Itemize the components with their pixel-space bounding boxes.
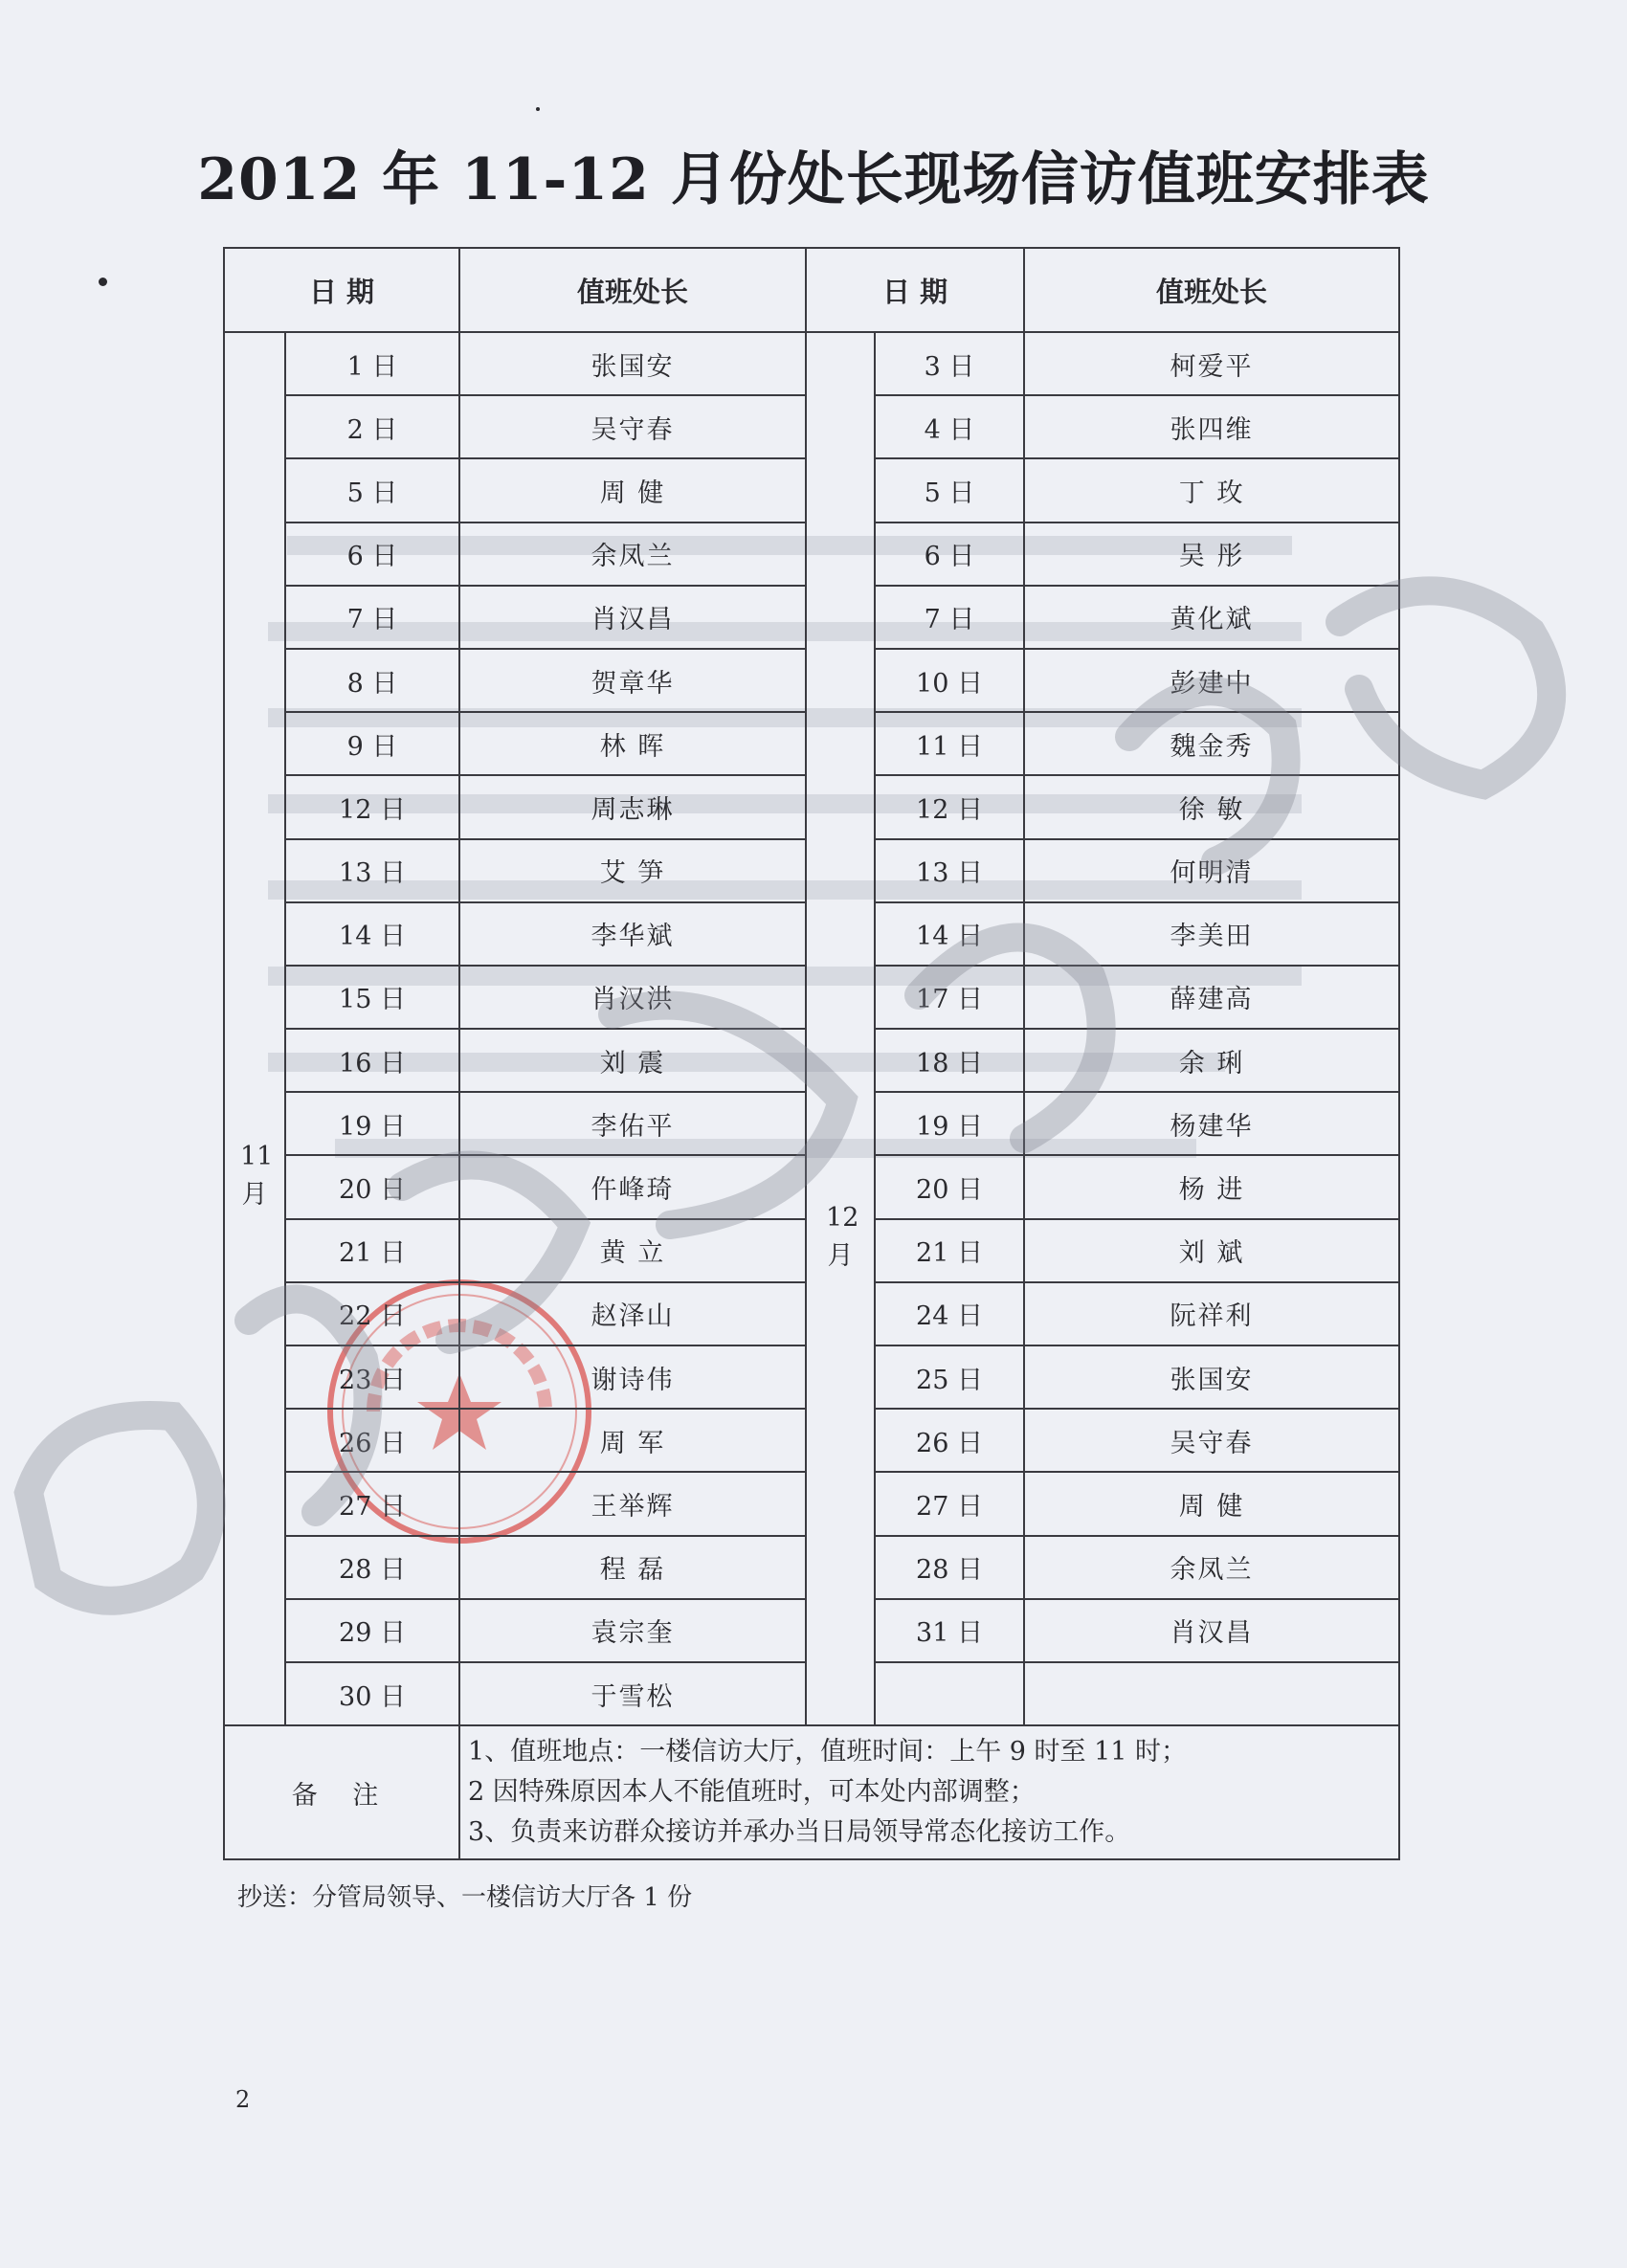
month-label-right: 12月: [826, 1203, 859, 1272]
month-cell-right: [806, 332, 875, 1725]
header-date-2: 日 期: [806, 248, 1024, 332]
director-cell: 吴守春: [459, 395, 806, 458]
date-cell: 21 日: [285, 1219, 459, 1282]
date-cell-2: 5 日: [875, 458, 1024, 522]
director-cell-2: 张国安: [1024, 1345, 1399, 1409]
date-cell: 2 日: [285, 395, 459, 458]
remarks-label: 备 注: [224, 1725, 459, 1859]
page-number: 2: [235, 2086, 251, 2113]
month-cell-left: [224, 332, 285, 1725]
date-cell: 26 日: [285, 1409, 459, 1472]
director-cell: 程 磊: [459, 1536, 806, 1599]
director-cell: 赵泽山: [459, 1282, 806, 1345]
date-cell: 7 日: [285, 586, 459, 649]
date-cell: 9 日: [285, 712, 459, 775]
director-cell: 艾 笋: [459, 839, 806, 902]
director-cell-2: 吴守春: [1024, 1409, 1399, 1472]
remark-item: 3、负责来访群众接访并承办当日局领导常态化接访工作。: [468, 1817, 1131, 1848]
director-cell-2: 彭建中: [1024, 649, 1399, 712]
date-cell-2: 17 日: [875, 966, 1024, 1029]
date-cell-2: 21 日: [875, 1219, 1024, 1282]
director-cell-2: 肖汉昌: [1024, 1599, 1399, 1662]
date-cell: 30 日: [285, 1662, 459, 1725]
date-cell-2: 27 日: [875, 1472, 1024, 1535]
cc-line: 抄送：分管局领导、一楼信访大厅各 1 份: [237, 1883, 693, 1912]
date-cell: 1 日: [285, 332, 459, 395]
director-cell: 周 健: [459, 458, 806, 522]
director-cell: 肖汉洪: [459, 966, 806, 1029]
date-cell: 14 日: [285, 902, 459, 966]
director-cell: 仵峰琦: [459, 1155, 806, 1218]
remarks-list: [459, 1725, 1399, 1859]
director-cell-2: 张四维: [1024, 395, 1399, 458]
director-cell-2: 柯爱平: [1024, 332, 1399, 395]
director-cell: 余凤兰: [459, 523, 806, 586]
director-cell-2: 李美田: [1024, 902, 1399, 966]
date-cell-2: 13 日: [875, 839, 1024, 902]
date-cell-2: 19 日: [875, 1092, 1024, 1155]
date-cell-2: 10 日: [875, 649, 1024, 712]
date-cell-2: 26 日: [875, 1409, 1024, 1472]
director-cell-2: 何明清: [1024, 839, 1399, 902]
header-date: 日 期: [224, 248, 459, 332]
director-cell-2: 徐 敏: [1024, 775, 1399, 838]
date-cell: 27 日: [285, 1472, 459, 1535]
header-director-2: 值班处长: [1024, 248, 1399, 332]
director-cell-2: 杨建华: [1024, 1092, 1399, 1155]
date-cell: 16 日: [285, 1029, 459, 1092]
director-cell: 李佑平: [459, 1092, 806, 1155]
duty-schedule-table: [223, 247, 1400, 1860]
director-cell: 肖汉昌: [459, 586, 806, 649]
director-cell: 林 晖: [459, 712, 806, 775]
director-cell: 于雪松: [459, 1662, 806, 1725]
director-cell-2: 薛建高: [1024, 966, 1399, 1029]
date-cell: 23 日: [285, 1345, 459, 1409]
date-cell-2: 3 日: [875, 332, 1024, 395]
director-cell: 张国安: [459, 332, 806, 395]
date-cell-2: 7 日: [875, 586, 1024, 649]
date-cell: 6 日: [285, 523, 459, 586]
director-cell: 袁宗奎: [459, 1599, 806, 1662]
date-cell: 22 日: [285, 1282, 459, 1345]
date-cell-2: 11 日: [875, 712, 1024, 775]
schedule-body: [224, 332, 1399, 1725]
director-cell: 谢诗伟: [459, 1345, 806, 1409]
date-cell-2: 12 日: [875, 775, 1024, 838]
date-cell-2: 24 日: [875, 1282, 1024, 1345]
date-cell-2: 14 日: [875, 902, 1024, 966]
director-cell-2: 阮祥利: [1024, 1282, 1399, 1345]
director-cell-2: [1024, 1662, 1399, 1725]
page-title: 2012 年 11-12 月份处长现场信访值班安排表: [197, 146, 1430, 213]
director-cell: 李华斌: [459, 902, 806, 966]
date-cell-2: 18 日: [875, 1029, 1024, 1092]
remark-item: 1、值班地点：一楼信访大厅，值班时间：上午 9 时至 11 时；: [468, 1737, 1188, 1768]
date-cell: 8 日: [285, 649, 459, 712]
director-cell-2: 余凤兰: [1024, 1536, 1399, 1599]
date-cell-2: 25 日: [875, 1345, 1024, 1409]
date-cell: 19 日: [285, 1092, 459, 1155]
director-cell-2: 余 琍: [1024, 1029, 1399, 1092]
director-cell-2: 魏金秀: [1024, 712, 1399, 775]
remarks-row: [224, 1725, 1399, 1859]
date-cell: 28 日: [285, 1536, 459, 1599]
remark-item: 2 因特殊原因本人不能值班时，可本处内部调整；: [468, 1777, 1036, 1808]
director-cell: 王举辉: [459, 1472, 806, 1535]
director-cell: 刘 震: [459, 1029, 806, 1092]
date-cell: 12 日: [285, 775, 459, 838]
month-label-left: 11月: [240, 1142, 274, 1211]
director-cell: 周志琳: [459, 775, 806, 838]
director-cell-2: 周 健: [1024, 1472, 1399, 1535]
date-cell: 5 日: [285, 458, 459, 522]
date-cell: 20 日: [285, 1155, 459, 1218]
speck: [536, 107, 540, 111]
date-cell-2: 28 日: [875, 1536, 1024, 1599]
date-cell: 15 日: [285, 966, 459, 1029]
date-cell: 13 日: [285, 839, 459, 902]
date-cell-2: 20 日: [875, 1155, 1024, 1218]
director-cell: 黄 立: [459, 1219, 806, 1282]
director-cell: 贺章华: [459, 649, 806, 712]
director-cell-2: 丁 玫: [1024, 458, 1399, 522]
speck: [99, 278, 107, 286]
director-cell-2: 杨 进: [1024, 1155, 1399, 1218]
table-row: [224, 332, 1399, 395]
date-cell-2: 4 日: [875, 395, 1024, 458]
date-cell: 29 日: [285, 1599, 459, 1662]
director-cell: 周 军: [459, 1409, 806, 1472]
date-cell-2: [875, 1662, 1024, 1725]
header-director: 值班处长: [459, 248, 806, 332]
date-cell-2: 31 日: [875, 1599, 1024, 1662]
director-cell-2: 吴 彤: [1024, 523, 1399, 586]
table-header-row: [224, 248, 1399, 332]
date-cell-2: 6 日: [875, 523, 1024, 586]
director-cell-2: 黄化斌: [1024, 586, 1399, 649]
director-cell-2: 刘 斌: [1024, 1219, 1399, 1282]
